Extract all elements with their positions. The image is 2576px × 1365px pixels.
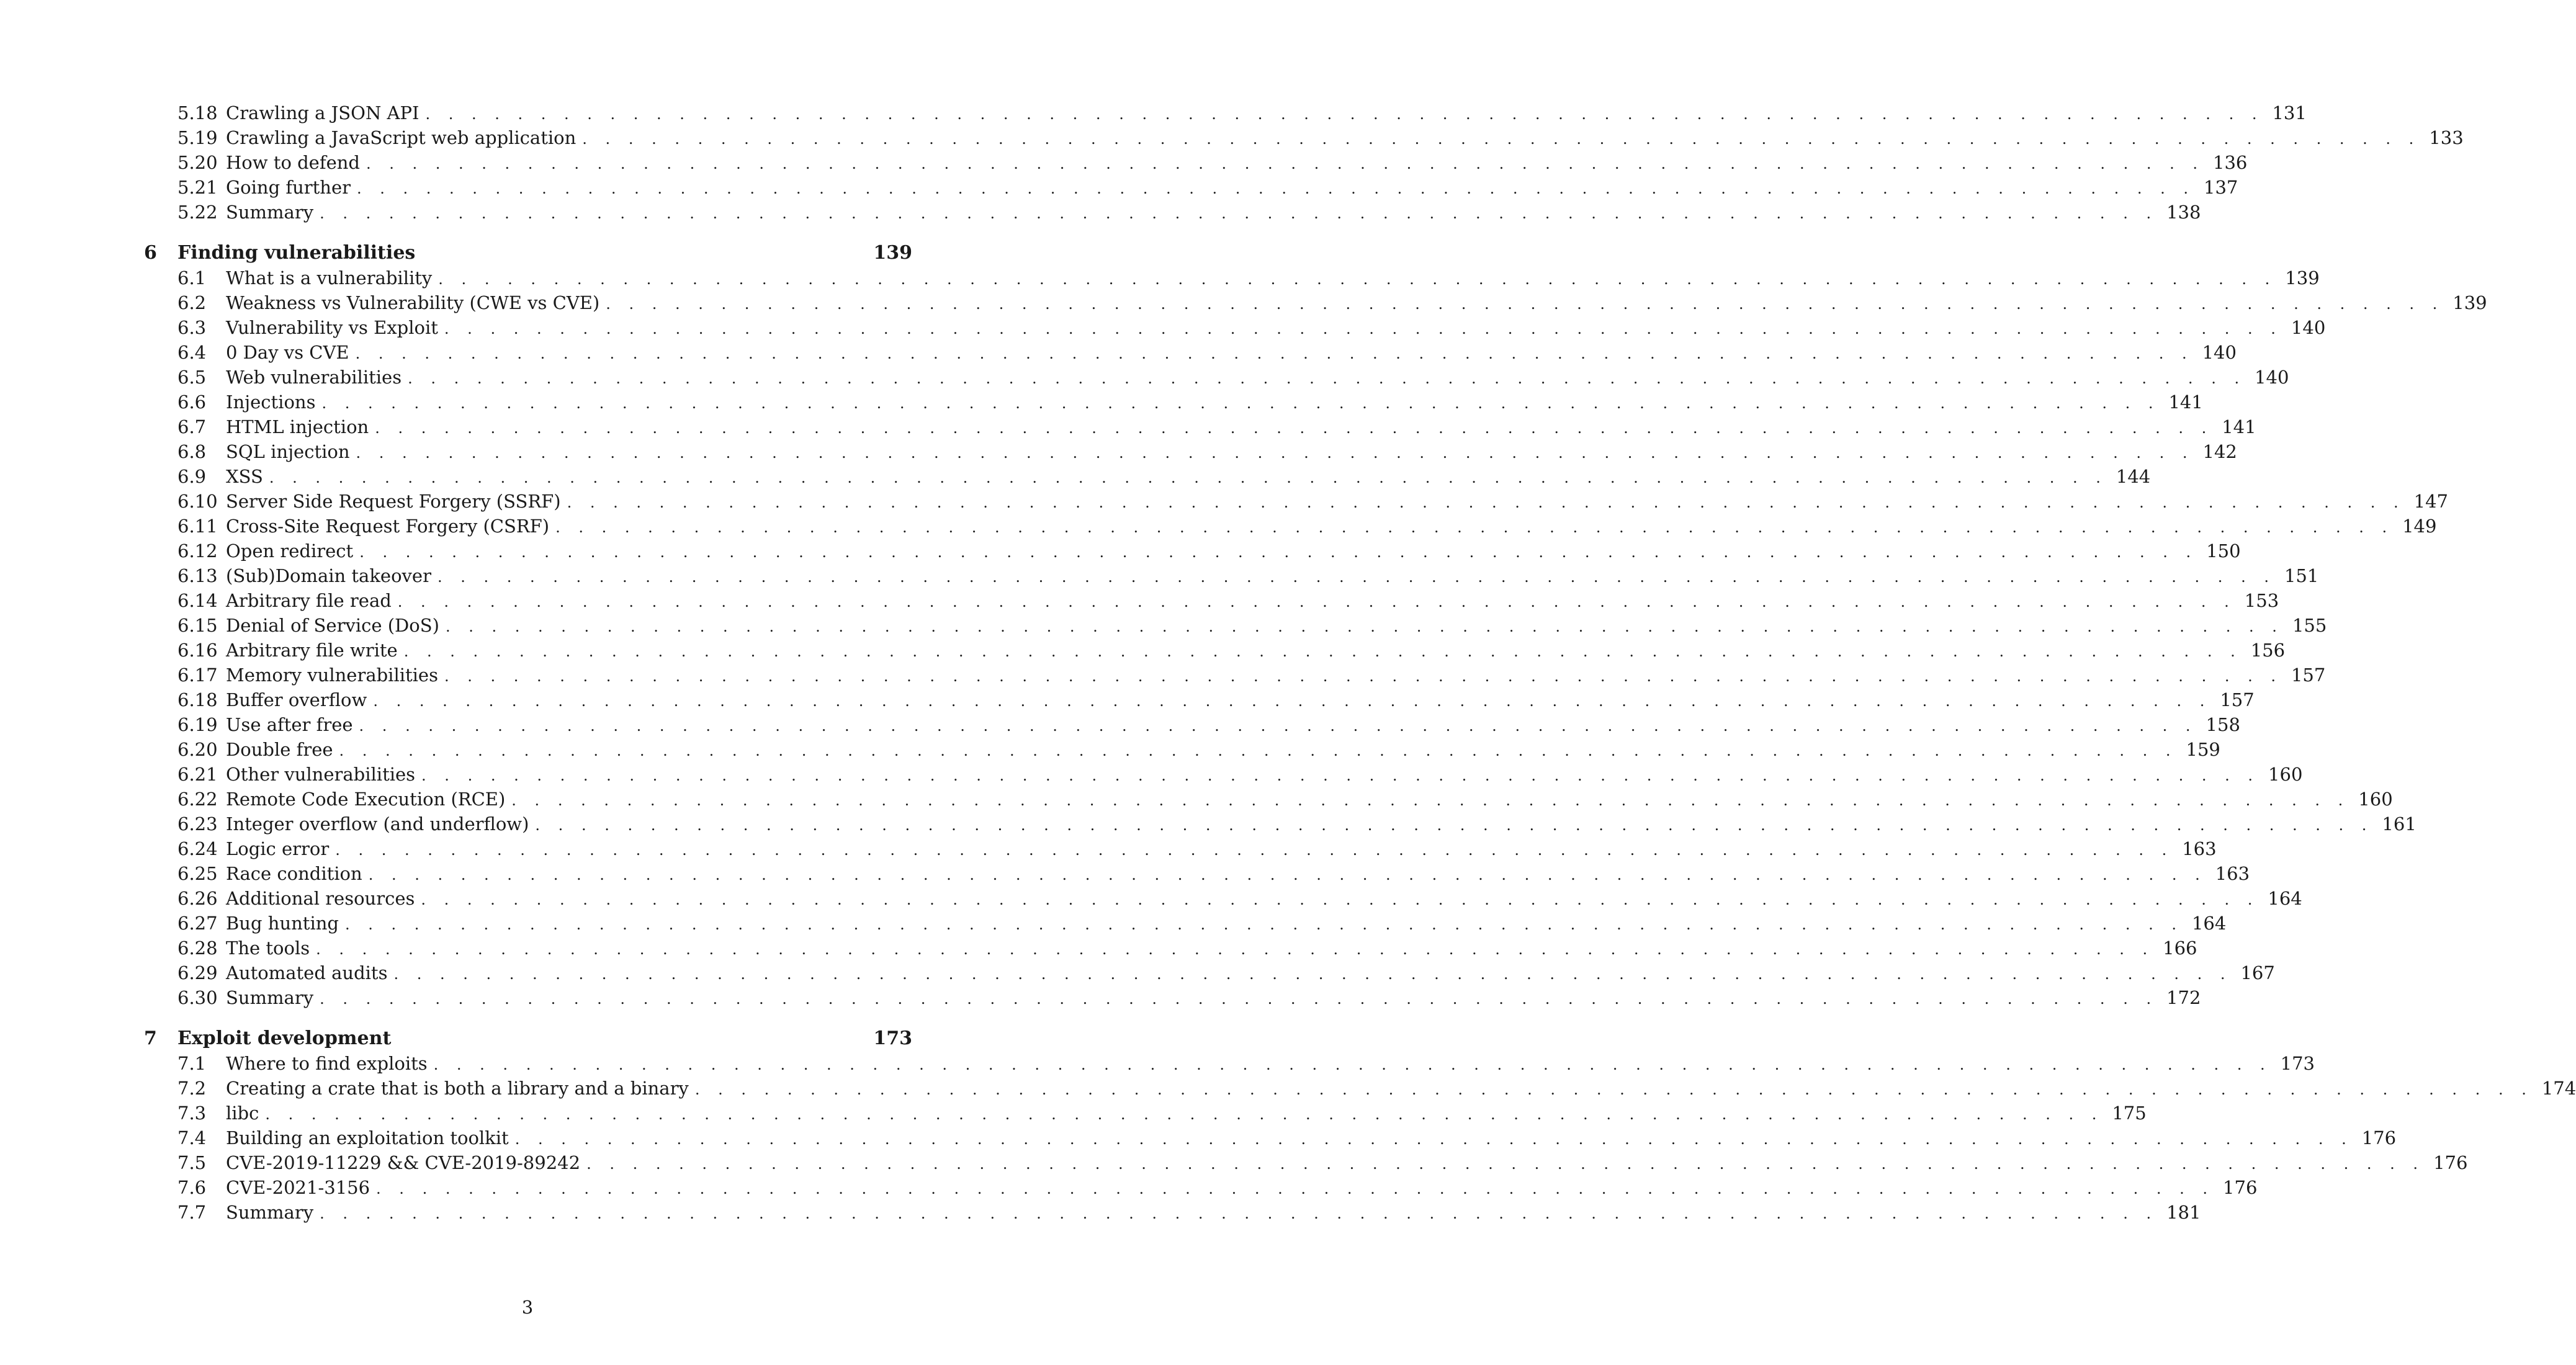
toc-section-entry[interactable] — [144, 737, 2220, 762]
section-page-number: 140 — [2291, 317, 2326, 338]
section-number: 6.14 — [177, 590, 218, 611]
section-number: 6.29 — [177, 962, 218, 983]
dot-leader: . . . . . . . . . . . . . . . . . . . . . . . . . . . . . . . . . . . . . . . . . . . . . . . . . . . . . . . . . . . . . . . . . . . . . . . . . . . . . . . . — [586, 1155, 2425, 1173]
toc-section-entry[interactable] — [144, 1150, 2468, 1175]
toc-section-entry[interactable] — [144, 390, 2203, 414]
section-number: 6.6 — [177, 392, 207, 413]
section-page-number: 141 — [2168, 392, 2203, 413]
section-page-number: 137 — [2204, 177, 2238, 198]
dot-leader: . . . . . . . . . . . . . . . . . . . . . . . . . . . . . . . . . . . . . . . . . . . . . . . . . . . . . . . . . . . . . . . . . . . . . . . . . . . . . . . . — [514, 1130, 2353, 1148]
section-title: Cross-Site Request Forgery (CSRF) — [226, 516, 550, 537]
section-number: 6.5 — [177, 367, 207, 388]
section-page-number: 150 — [2206, 540, 2241, 562]
section-number: 5.20 — [177, 152, 218, 173]
toc-section-entry[interactable] — [144, 340, 2237, 365]
section-number: 6.11 — [177, 516, 218, 537]
section-title: Injections — [226, 392, 316, 413]
section-page-number: 164 — [2191, 913, 2227, 934]
section-page-number: 157 — [2220, 689, 2255, 710]
dot-leader: . . . . . . . . . . . . . . . . . . . . . . . . . . . . . . . . . . . . . . . . . . . . . . . . . . . . . . . . . . . . . . . . . . . . . . . . . . . . . . . . — [320, 205, 2158, 222]
section-title: Additional resources — [226, 888, 415, 909]
section-number: 6.27 — [177, 913, 218, 934]
dot-leader: . . . . . . . . . . . . . . . . . . . . . . . . . . . . . . . . . . . . . . . . . . . . . . . . . . . . . . . . . . . . . . . . . . . . . . . . . . . . . . . . — [359, 717, 2197, 735]
section-number: 6.15 — [177, 615, 218, 636]
toc-section-entry[interactable] — [144, 861, 2250, 886]
toc-section-entry[interactable] — [144, 514, 2437, 539]
section-number: 6.7 — [177, 416, 207, 437]
section-page-number: 141 — [2222, 416, 2256, 437]
chapter-page-number: 139 — [873, 242, 912, 264]
dot-leader: . . . . . . . . . . . . . . . . . . . . . . . . . . . . . . . . . . . . . . . . . . . . . . . . . . . . . . . . . . . . . . . . . . . . . . . . . . . . . . . . — [269, 469, 2107, 486]
toc-section-entry[interactable] — [144, 290, 2487, 315]
section-title: Arbitrary file read — [226, 590, 392, 611]
section-title: Summary — [226, 202, 314, 223]
section-page-number: 139 — [2285, 267, 2320, 289]
section-title: The tools — [226, 938, 310, 959]
section-page-number: 157 — [2291, 665, 2326, 686]
section-title: Vulnerability vs Exploit — [226, 317, 438, 338]
dot-leader: . . . . . . . . . . . . . . . . . . . . . . . . . . . . . . . . . . . . . . . . . . . . . . . . . . . . . . . . . . . . . . . . . . . . . . . . . . . . . . . . — [403, 643, 2242, 660]
dot-leader: . . . . . . . . . . . . . . . . . . . . . . . . . . . . . . . . . . . . . . . . . . . . . . . . . . . . . . . . . . . . . . . . . . . . . . . . . . . . . . . . — [320, 990, 2158, 1008]
section-number: 5.19 — [177, 127, 218, 148]
section-page-number: 140 — [2255, 367, 2289, 388]
toc-section-entry[interactable] — [144, 101, 2307, 125]
section-page-number: 149 — [2402, 516, 2437, 537]
section-title: Arbitrary file write — [226, 640, 398, 661]
dot-leader: . . . . . . . . . . . . . . . . . . . . . . . . . . . . . . . . . . . . . . . . . . . . . . . . . . . . . . . . . . . . . . . . . . . . . . . . . . . . . . . . — [582, 130, 2421, 148]
toc-section-entry[interactable] — [144, 960, 2275, 985]
section-title: (Sub)Domain takeover — [226, 565, 431, 586]
section-title: Crawling a JSON API — [226, 102, 420, 123]
dot-leader: . . . . . . . . . . . . . . . . . . . . . . . . . . . . . . . . . . . . . . . . . . . . . . . . . . . . . . . . . . . . . . . . . . . . . . . . . . . . . . . . — [339, 742, 2178, 759]
section-number: 6.3 — [177, 317, 207, 338]
section-number: 6.8 — [177, 441, 207, 462]
section-page-number: 173 — [2280, 1053, 2315, 1074]
dot-leader: . . . . . . . . . . . . . . . . . . . . . . . . . . . . . . . . . . . . . . . . . . . . . . . . . . . . . . . . . . . . . . . . . . . . . . . . . . . . . . . . — [438, 271, 2277, 288]
section-title: Summary — [226, 987, 314, 1008]
section-page-number: 166 — [2163, 938, 2197, 959]
section-page-number: 163 — [2215, 863, 2250, 884]
toc-section-entry[interactable] — [144, 439, 2237, 464]
section-page-number: 159 — [2186, 739, 2220, 760]
toc-section-entry[interactable] — [144, 150, 2248, 175]
section-page-number: 151 — [2284, 565, 2319, 586]
section-number: 5.21 — [177, 177, 218, 198]
toc-section-entry[interactable] — [144, 175, 2238, 200]
section-page-number: 176 — [2361, 1127, 2397, 1148]
section-page-number: 153 — [2244, 590, 2279, 611]
section-title: Denial of Service (DoS) — [226, 615, 439, 636]
section-number: 7.3 — [177, 1103, 207, 1124]
section-number: 6.30 — [177, 987, 218, 1008]
dot-leader: . . . . . . . . . . . . . . . . . . . . . . . . . . . . . . . . . . . . . . . . . . . . . . . . . . . . . . . . . . . . . . . . . . . . . . . . . . . . . . . . — [368, 866, 2207, 884]
chapter-page-number: 173 — [873, 1027, 912, 1049]
section-title: Creating a crate that is both a library and a binary — [226, 1078, 689, 1099]
toc-section-entry[interactable] — [144, 365, 2289, 390]
dot-leader: . . . . . . . . . . . . . . . . . . . . . . . . . . . . . . . . . . . . . . . . . . . . . . . . . . . . . . . . . . . . . . . . . . . . . . . . . . . . . . . . — [511, 792, 2350, 809]
dot-leader: . . . . . . . . . . . . . . . . . . . . . . . . . . . . . . . . . . . . . . . . . . . . . . . . . . . . . . . . . . . . . . . . . . . . . . . . . . . . . . . . — [694, 1081, 2533, 1098]
toc-group — [144, 101, 2464, 225]
section-title: Logic error — [226, 838, 330, 859]
section-title: Going further — [226, 177, 351, 198]
section-page-number: 131 — [2272, 102, 2307, 123]
toc-section-entry[interactable] — [144, 200, 2201, 225]
toc-section-entry[interactable] — [144, 687, 2255, 712]
section-page-number: 176 — [2223, 1177, 2258, 1198]
dot-leader: . . . . . . . . . . . . . . . . . . . . . . . . . . . . . . . . . . . . . . . . . . . . . . . . . . . . . . . . . . . . . . . . . . . . . . . . . . . . . . . . — [397, 593, 2236, 611]
section-number: 6.17 — [177, 665, 218, 686]
section-number: 6.23 — [177, 813, 218, 835]
section-number: 6.19 — [177, 714, 218, 735]
dot-leader: . . . . . . . . . . . . . . . . . . . . . . . . . . . . . . . . . . . . . . . . . . . . . . . . . . . . . . . . . . . . . . . . . . . . . . . . . . . . . . . . — [375, 419, 2214, 437]
section-title: Double free — [226, 739, 333, 760]
dot-leader: . . . . . . . . . . . . . . . . . . . . . . . . . . . . . . . . . . . . . . . . . . . . . . . . . . . . . . . . . . . . . . . . . . . . . . . . . . . . . . . . — [433, 1056, 2272, 1073]
section-page-number: 147 — [2413, 491, 2448, 512]
section-number: 6.28 — [177, 938, 218, 959]
section-number: 5.22 — [177, 202, 218, 223]
dot-leader: . . . . . . . . . . . . . . . . . . . . . . . . . . . . . . . . . . . . . . . . . . . . . . . . . . . . . . . . . . . . . . . . . . . . . . . . . . . . . . . . — [567, 494, 2405, 511]
dot-leader: . . . . . . . . . . . . . . . . . . . . . . . . . . . . . . . . . . . . . . . . . . . . . . . . . . . . . . . . . . . . . . . . . . . . . . . . . . . . . . . . — [393, 965, 2232, 983]
section-page-number: 164 — [2268, 888, 2302, 909]
toc-section-entry[interactable] — [144, 588, 2279, 613]
toc-section-entry[interactable] — [144, 886, 2302, 911]
section-title: Remote Code Execution (RCE) — [226, 789, 506, 810]
section-title: How to defend — [226, 152, 360, 173]
toc-section-entry[interactable] — [144, 787, 2393, 812]
dot-leader: . . . . . . . . . . . . . . . . . . . . . . . . . . . . . . . . . . . . . . . . . . . . . . . . . . . . . . . . . . . . . . . . . . . . . . . . . . . . . . . . — [555, 519, 2394, 536]
toc-section-entry[interactable] — [144, 911, 2227, 936]
toc-section-entry[interactable] — [144, 812, 2417, 836]
section-number: 6.4 — [177, 342, 207, 363]
toc-section-entry[interactable] — [144, 464, 2151, 489]
section-page-number: 160 — [2268, 764, 2303, 785]
toc-section-entry[interactable] — [144, 985, 2201, 1010]
dot-leader: . . . . . . . . . . . . . . . . . . . . . . . . . . . . . . . . . . . . . . . . . . . . . . . . . . . . . . . . . . . . . . . . . . . . . . . . . . . . . . . . — [445, 618, 2284, 635]
dot-leader: . . . . . . . . . . . . . . . . . . . . . . . . . . . . . . . . . . . . . . . . . . . . . . . . . . . . . . . . . . . . . . . . . . . . . . . . . . . . . . . . — [265, 1106, 2104, 1123]
section-number: 7.2 — [177, 1078, 207, 1099]
section-title: 0 Day vs CVE — [226, 342, 349, 363]
section-number: 6.22 — [177, 789, 218, 810]
section-title: libc — [226, 1103, 259, 1124]
section-page-number: 160 — [2358, 789, 2393, 810]
section-page-number: 163 — [2182, 838, 2217, 859]
section-page-number: 133 — [2429, 127, 2464, 148]
toc-group — [144, 241, 2487, 1010]
dot-leader: . . . . . . . . . . . . . . . . . . . . . . . . . . . . . . . . . . . . . . . . . . . . . . . . . . . . . . . . . . . . . . . . . . . . . . . . . . . . . . . . — [366, 155, 2204, 172]
section-number: 6.1 — [177, 267, 207, 289]
dot-leader: . . . . . . . . . . . . . . . . . . . . . . . . . . . . . . . . . . . . . . . . . . . . . . . . . . . . . . . . . . . . . . . . . . . . . . . . . . . . . . . . — [316, 941, 2155, 958]
dot-leader: . . . . . . . . . . . . . . . . . . . . . . . . . . . . . . . . . . . . . . . . . . . . . . . . . . . . . . . . . . . . . . . . . . . . . . . . . . . . . . . . — [335, 841, 2174, 859]
section-title: What is a vulnerability — [226, 267, 433, 289]
dot-leader: . . . . . . . . . . . . . . . . . . . . . . . . . . . . . . . . . . . . . . . . . . . . . . . . . . . . . . . . . . . . . . . . . . . . . . . . . . . . . . . . — [421, 767, 2260, 784]
section-number: 6.24 — [177, 838, 218, 859]
dot-leader: . . . . . . . . . . . . . . . . . . . . . . . . . . . . . . . . . . . . . . . . . . . . . . . . . . . . . . . . . . . . . . . . . . . . . . . . . . . . . . . . — [444, 320, 2282, 338]
toc-section-entry[interactable] — [144, 613, 2327, 638]
dot-leader: . . . . . . . . . . . . . . . . . . . . . . . . . . . . . . . . . . . . . . . . . . . . . . . . . . . . . . . . . . . . . . . . . . . . . . . . . . . . . . . . — [421, 891, 2260, 908]
toc-section-entry[interactable] — [144, 315, 2326, 340]
toc-section-entry[interactable] — [144, 663, 2326, 687]
section-page-number: 161 — [2382, 813, 2417, 835]
section-number: 6.26 — [177, 888, 218, 909]
section-number: 6.10 — [177, 491, 218, 512]
dot-leader: . . . . . . . . . . . . . . . . . . . . . . . . . . . . . . . . . . . . . . . . . . . . . . . . . . . . . . . . . . . . . . . . . . . . . . . . . . . . . . . . — [535, 817, 2374, 834]
section-number: 6.18 — [177, 689, 218, 710]
section-page-number: 139 — [2453, 292, 2487, 313]
section-title: Integer overflow (and underflow) — [226, 813, 529, 835]
section-page-number: 155 — [2292, 615, 2327, 636]
toc-section-entry[interactable] — [144, 489, 2448, 514]
section-title: SQL injection — [226, 441, 350, 462]
section-title: Web vulnerabilities — [226, 367, 402, 388]
section-page-number: 142 — [2202, 441, 2237, 462]
section-title: Use after free — [226, 714, 353, 735]
toc-section-entry[interactable] — [144, 414, 2256, 439]
dot-leader: . . . . . . . . . . . . . . . . . . . . . . . . . . . . . . . . . . . . . . . . . . . . . . . . . . . . . . . . . . . . . . . . . . . . . . . . . . . . . . . . — [444, 668, 2282, 685]
section-title: Server Side Request Forgery (SSRF) — [226, 491, 561, 512]
section-number: 7.4 — [177, 1127, 207, 1148]
section-title: Buffer overflow — [226, 689, 367, 710]
section-number: 6.12 — [177, 540, 218, 562]
section-page-number: 172 — [2166, 987, 2201, 1008]
section-page-number: 167 — [2240, 962, 2275, 983]
section-number: 5.18 — [177, 102, 218, 123]
section-page-number: 140 — [2202, 342, 2237, 363]
section-number: 6.2 — [177, 292, 207, 313]
section-title: Where to find exploits — [226, 1053, 428, 1074]
dot-leader: . . . . . . . . . . . . . . . . . . . . . . . . . . . . . . . . . . . . . . . . . . . . . . . . . . . . . . . . . . . . . . . . . . . . . . . . . . . . . . . . — [321, 395, 2160, 412]
dot-leader: . . . . . . . . . . . . . . . . . . . . . . . . . . . . . . . . . . . . . . . . . . . . . . . . . . . . . . . . . . . . . . . . . . . . . . . . . . . . . . . . — [376, 1180, 2215, 1197]
dot-leader: . . . . . . . . . . . . . . . . . . . . . . . . . . . . . . . . . . . . . . . . . . . . . . . . . . . . . . . . . . . . . . . . . . . . . . . . . . . . . . . . — [359, 544, 2198, 561]
dot-leader: . . . . . . . . . . . . . . . . . . . . . . . . . . . . . . . . . . . . . . . . . . . . . . . . . . . . . . . . . . . . . . . . . . . . . . . . . . . . . . . . — [344, 916, 2183, 933]
section-page-number: 176 — [2433, 1152, 2468, 1173]
toc-section-entry[interactable] — [144, 936, 2197, 960]
chapter-title: Exploit development — [177, 1027, 392, 1049]
section-title: XSS — [226, 466, 263, 487]
section-title: Crawling a JavaScript web application — [226, 127, 577, 148]
dot-leader: . . . . . . . . . . . . . . . . . . . . . . . . . . . . . . . . . . . . . . . . . . . . . . . . . . . . . . . . . . . . . . . . . . . . . . . . . . . . . . . . — [355, 345, 2194, 362]
toc-section-entry[interactable] — [144, 836, 2217, 861]
toc-section-entry[interactable] — [144, 712, 2240, 737]
toc-section-entry[interactable] — [144, 266, 2320, 290]
section-number: 7.5 — [177, 1152, 207, 1173]
section-number: 7.6 — [177, 1177, 207, 1198]
toc-chapter-entry[interactable] — [144, 241, 912, 266]
section-number: 6.20 — [177, 739, 218, 760]
section-number: 6.13 — [177, 565, 218, 586]
section-number: 7.7 — [177, 1202, 207, 1223]
toc-section-entry[interactable] — [144, 1076, 2576, 1101]
section-page-number: 136 — [2213, 152, 2248, 173]
section-number: 7.1 — [177, 1053, 207, 1074]
toc-section-entry[interactable] — [144, 539, 2241, 563]
section-title: Bug hunting — [226, 913, 339, 934]
toc-section-entry[interactable] — [144, 1126, 2397, 1150]
section-page-number: 156 — [2250, 640, 2286, 661]
toc-section-entry[interactable] — [144, 1200, 2201, 1225]
dot-leader: . . . . . . . . . . . . . . . . . . . . . . . . . . . . . . . . . . . . . . . . . . . . . . . . . . . . . . . . . . . . . . . . . . . . . . . . . . . . . . . . — [408, 370, 2246, 387]
section-title: Memory vulnerabilities — [226, 665, 438, 686]
section-page-number: 144 — [2116, 466, 2151, 487]
table-of-contents — [144, 101, 2576, 1241]
toc-chapter-entry[interactable] — [144, 1026, 912, 1051]
section-title: Summary — [226, 1202, 314, 1223]
section-page-number: 138 — [2166, 202, 2201, 223]
dot-leader: . . . . . . . . . . . . . . . . . . . . . . . . . . . . . . . . . . . . . . . . . . . . . . . . . . . . . . . . . . . . . . . . . . . . . . . . . . . . . . . . — [606, 295, 2444, 313]
toc-section-entry[interactable] — [144, 1175, 2258, 1200]
toc-section-entry[interactable] — [144, 762, 2303, 787]
dot-leader: . . . . . . . . . . . . . . . . . . . . . . . . . . . . . . . . . . . . . . . . . . . . . . . . . . . . . . . . . . . . . . . . . . . . . . . . . . . . . . . . — [373, 692, 2212, 710]
section-title: Building an exploitation toolkit — [226, 1127, 509, 1148]
section-number: 6.16 — [177, 640, 218, 661]
dot-leader: . . . . . . . . . . . . . . . . . . . . . . . . . . . . . . . . . . . . . . . . . . . . . . . . . . . . . . . . . . . . . . . . . . . . . . . . . . . . . . . . — [437, 568, 2276, 586]
section-title: Automated audits — [226, 962, 388, 983]
section-page-number: 181 — [2166, 1202, 2201, 1223]
toc-section-entry[interactable] — [144, 563, 2319, 588]
section-title: HTML injection — [226, 416, 369, 437]
section-title: Other vulnerabilities — [226, 764, 416, 785]
chapter-number: 7 — [144, 1027, 157, 1049]
dot-leader: . . . . . . . . . . . . . . . . . . . . . . . . . . . . . . . . . . . . . . . . . . . . . . . . . . . . . . . . . . . . . . . . . . . . . . . . . . . . . . . . — [425, 105, 2264, 123]
section-page-number: 174 — [2541, 1078, 2576, 1099]
section-title: Open redirect — [226, 540, 354, 562]
section-page-number: 175 — [2112, 1103, 2147, 1124]
toc-section-entry[interactable] — [144, 1051, 2315, 1076]
section-number: 6.9 — [177, 466, 207, 487]
section-number: 6.25 — [177, 863, 218, 884]
section-number: 6.21 — [177, 764, 218, 785]
page-number: 3 — [521, 1297, 534, 1318]
toc-group — [144, 1026, 2576, 1225]
section-title: CVE-2019-11229 && CVE-2019-89242 — [226, 1152, 581, 1173]
toc-section-entry[interactable] — [144, 638, 2286, 663]
dot-leader: . . . . . . . . . . . . . . . . . . . . . . . . . . . . . . . . . . . . . . . . . . . . . . . . . . . . . . . . . . . . . . . . . . . . . . . . . . . . . . . . — [357, 180, 2195, 197]
dot-leader: . . . . . . . . . . . . . . . . . . . . . . . . . . . . . . . . . . . . . . . . . . . . . . . . . . . . . . . . . . . . . . . . . . . . . . . . . . . . . . . . — [320, 1205, 2158, 1222]
toc-section-entry[interactable] — [144, 125, 2464, 150]
section-page-number: 158 — [2206, 714, 2240, 735]
section-title: CVE-2021-3156 — [226, 1177, 370, 1198]
section-title: Weakness vs Vulnerability (CWE vs CVE) — [226, 292, 600, 313]
toc-section-entry[interactable] — [144, 1101, 2147, 1126]
dot-leader: . . . . . . . . . . . . . . . . . . . . . . . . . . . . . . . . . . . . . . . . . . . . . . . . . . . . . . . . . . . . . . . . . . . . . . . . . . . . . . . . — [356, 444, 2194, 462]
chapter-title: Finding vulnerabilities — [177, 242, 416, 264]
section-title: Race condition — [226, 863, 362, 884]
chapter-number: 6 — [144, 242, 157, 264]
